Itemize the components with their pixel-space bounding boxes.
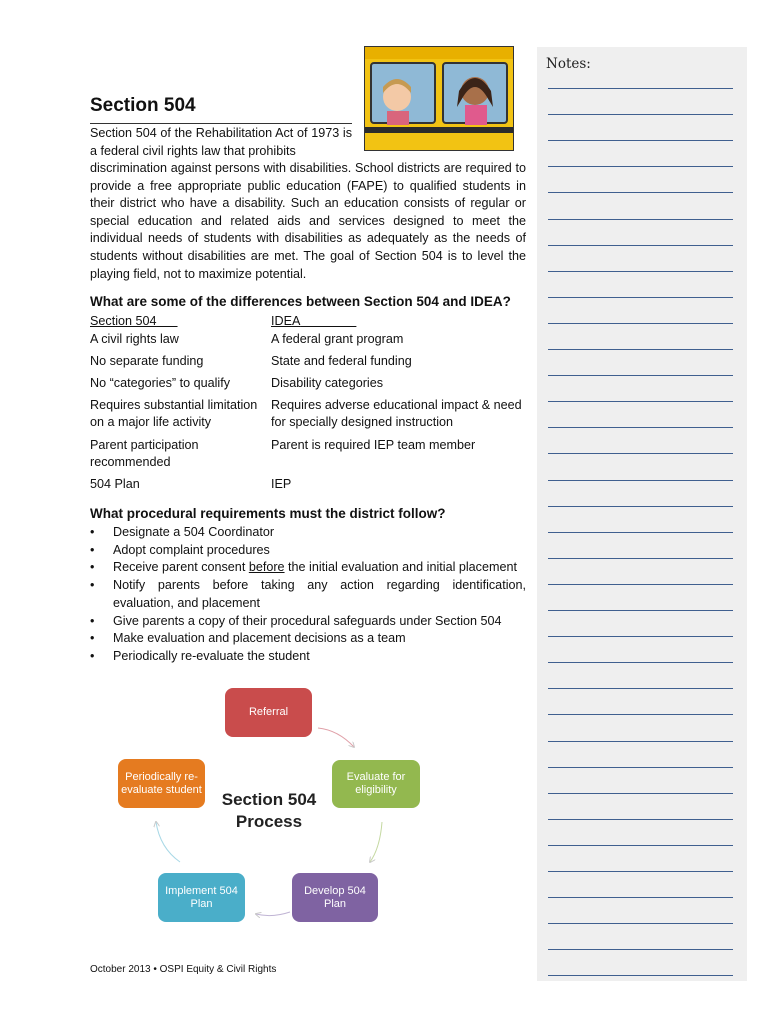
emphasis-before: before [248, 560, 285, 575]
note-line[interactable] [548, 767, 733, 768]
note-line[interactable] [548, 532, 733, 533]
list-item: • Make evaluation and placement decisions as a team [90, 630, 526, 648]
note-line[interactable] [548, 845, 733, 846]
intro-paragraph-rest: discrimination against persons with disabilities. School districts are required to provide a free appropriate public education (FAPE) to qualified students in their district who have a disability. Such an education consists of regular or special education and related aids and services designed to meet the individual needs of students with disabilities as adequately as the needs of students without disabilities are met. The goal of Section 504 is to level the playing field, not to maximize potential. [90, 161, 526, 281]
note-line[interactable] [548, 871, 733, 872]
note-line[interactable] [548, 192, 733, 193]
col-header-idea: IDEA [271, 314, 301, 328]
note-line[interactable] [548, 349, 733, 350]
note-line[interactable] [548, 297, 733, 298]
list-item: • Designate a 504 Coordinator [90, 524, 526, 542]
comparison-row: Requires substantial limitation on a major life activity Requires adverse educational impact & need for specially designed instruction [90, 397, 522, 430]
procedures-heading: What procedural requirements must the district follow? [90, 506, 446, 521]
step-reevaluate: Periodically re-evaluate student [118, 759, 205, 808]
comparison-row: Parent participation recommended Parent is required IEP team member [90, 437, 476, 470]
footer: October 2013 • OSPI Equity & Civil Rights [90, 964, 277, 975]
intro-paragraph-first: Section 504 of the Rehabilitation Act of 1973 is a federal civil rights law that prohibits [90, 126, 352, 158]
comparison-row: A civil rights law A federal grant program [90, 331, 404, 346]
note-line[interactable] [548, 453, 733, 454]
step-develop: Develop 504 Plan [292, 873, 378, 922]
arrow-develop-to-implement [256, 912, 290, 916]
note-line[interactable] [548, 975, 733, 976]
note-line[interactable] [548, 610, 733, 611]
notes-label: Notes: [546, 56, 591, 72]
note-line[interactable] [548, 897, 733, 898]
list-item: • Give parents a copy of their procedural safeguards under Section 504 [90, 613, 526, 631]
differences-heading: What are some of the differences between Section 504 and IDEA? [90, 294, 511, 309]
note-line[interactable] [548, 114, 733, 115]
note-line[interactable] [548, 714, 733, 715]
note-line[interactable] [548, 245, 733, 246]
note-line[interactable] [548, 375, 733, 376]
note-line[interactable] [548, 819, 733, 820]
note-line[interactable] [548, 219, 733, 220]
note-line[interactable] [548, 480, 733, 481]
note-line[interactable] [548, 558, 733, 559]
comparison-row: No separate funding State and federal funding [90, 353, 412, 368]
process-center-title: Section 504 Process [221, 790, 317, 831]
list-item: • Periodically re-evaluate the student [90, 648, 526, 666]
note-line[interactable] [548, 140, 733, 141]
note-line[interactable] [548, 741, 733, 742]
note-line[interactable] [548, 88, 733, 89]
notes-sidebar [537, 47, 747, 981]
note-line[interactable] [548, 323, 733, 324]
note-line[interactable] [548, 427, 733, 428]
note-line[interactable] [548, 949, 733, 950]
note-line[interactable] [548, 584, 733, 585]
col-header-504: Section 504 [90, 314, 157, 328]
note-line[interactable] [548, 506, 733, 507]
list-item: • Receive parent consent before the initial evaluation and initial placement [90, 559, 526, 577]
arrow-implement-to-reevaluate [156, 822, 180, 862]
comparison-row: 504 Plan IEP [90, 477, 292, 492]
step-evaluate: Evaluate for eligibility [332, 760, 420, 808]
step-referral: Referral [225, 688, 312, 737]
note-line[interactable] [548, 688, 733, 689]
note-line[interactable] [548, 923, 733, 924]
page-title: Section 504 [90, 95, 196, 116]
note-line[interactable] [548, 401, 733, 402]
arrow-evaluate-to-develop [370, 822, 382, 862]
note-line[interactable] [548, 271, 733, 272]
list-item: • Adopt complaint procedures [90, 542, 526, 560]
note-line[interactable] [548, 166, 733, 167]
arrow-referral-to-evaluate [318, 728, 354, 747]
note-line[interactable] [548, 662, 733, 663]
comparison-row: No “categories” to qualify Disability categories [90, 375, 383, 390]
step-implement: Implement 504 Plan [158, 873, 245, 922]
note-line[interactable] [548, 793, 733, 794]
list-item: • Notify parents before taking any action regarding identification, evaluation, and placement [90, 577, 526, 612]
note-line[interactable] [548, 636, 733, 637]
